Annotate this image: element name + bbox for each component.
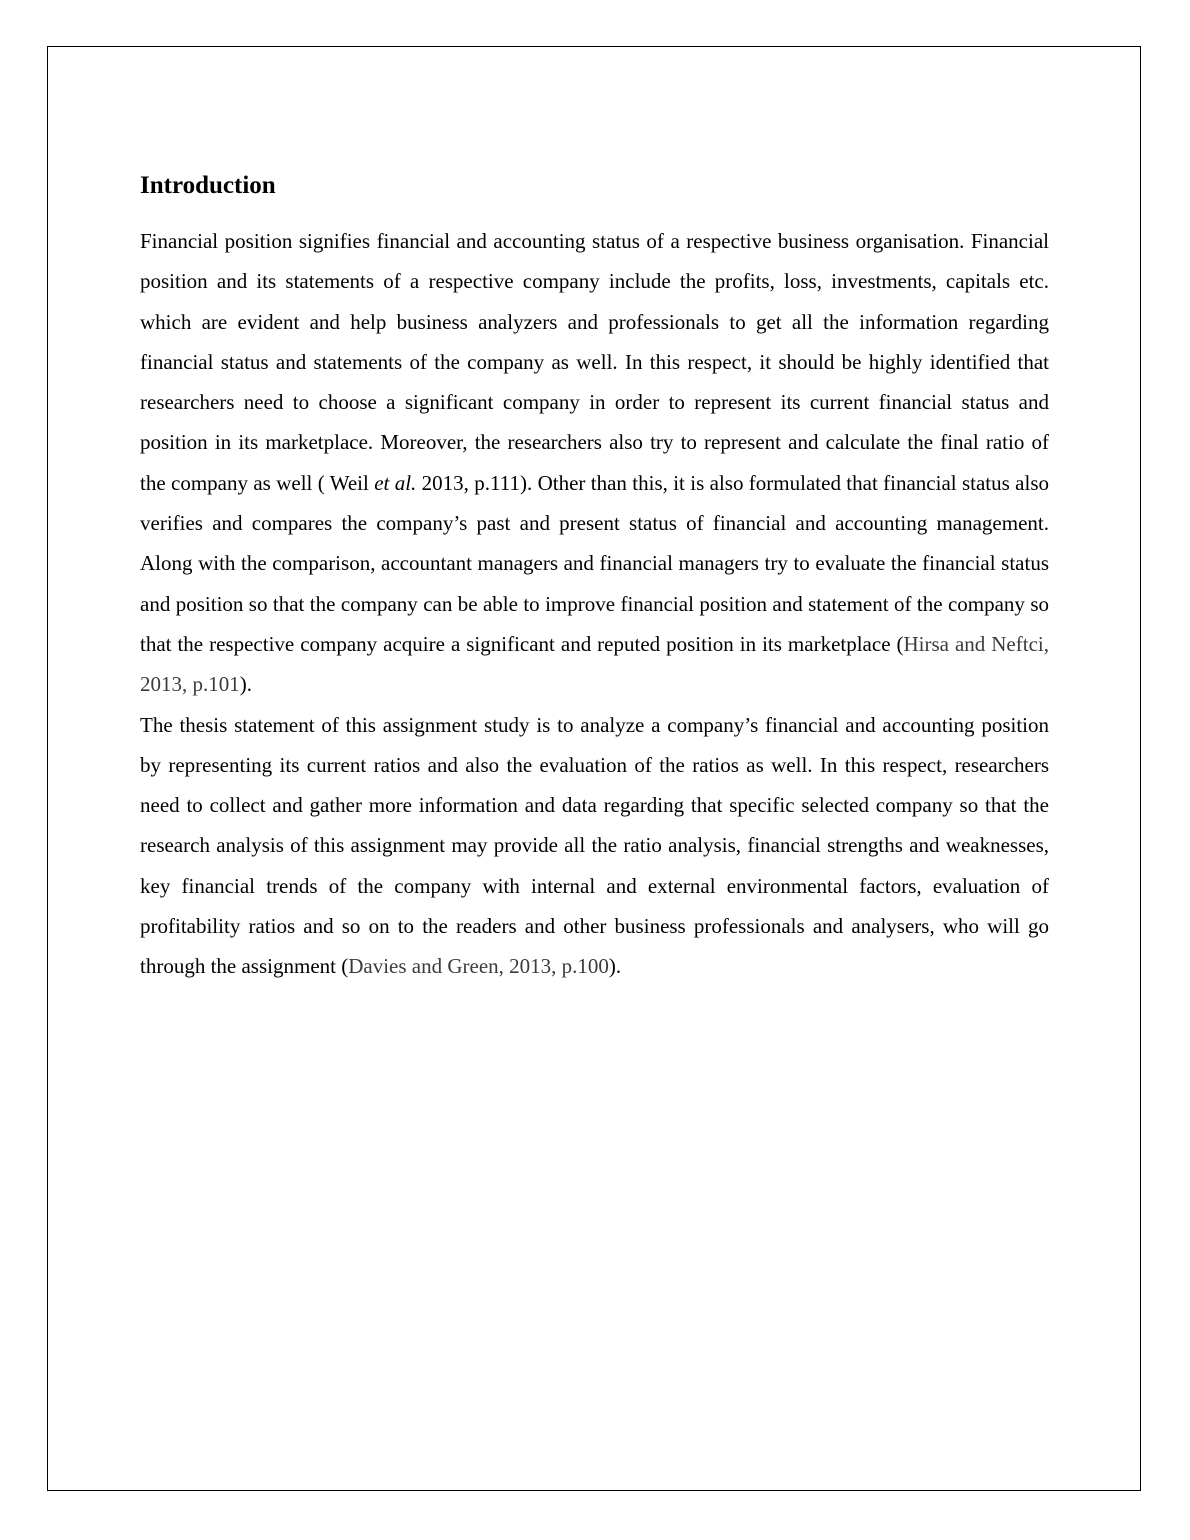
paragraph-1-end: ). [239,672,252,697]
section-heading: Introduction [140,172,276,199]
paragraph-1-text: Financial position signifies financial and accounting status of a respective business organisation. Financial position and its statements of a respective company include the profits, loss, investments, capitals etc. which are evident and help business analyzers and professionals to get all the information regarding financial status and statements of the company as well. In this respect, it should be highly identified that researchers need to choose a significant company in order to represent its current financial status and position in its marketplace. Moreover, the researchers also try to represent and calculate the final ratio of the company as well ( Weil [140,229,1049,495]
paragraph-2-text: The thesis statement of this assignment study is to analyze a company’s financial and accounting position by representing its current ratios and also the evaluation of the ratios as well. In this respect, researchers need to collect and gather more information and data regarding that specific selected company so that the research analysis of this assignment may provide all the ratio analysis, financial strengths and weaknesses, key financial trends of the company with internal and external environmental factors, evaluation of profitability ratios and so on to the readers and other business professionals and analysers, who will go through the assignment ( [140,712,1049,979]
paragraph-1-text-continued: 2013, p.111). Other than this, it is also formulated that financial status also verifies and compares the company’s past and present status of financial and accounting management. Along with the comparison, accountant managers and financial managers try to evaluate the financial status and position so that the company can be able to improve financial position and statement of the company so that the respective company acquire a significant and reputed position in its marketplace ( [140,470,1049,656]
paragraph-1 [140,221,1049,705]
paragraph-2-end: ). [608,954,622,979]
document-body [140,168,1049,987]
et-al-italic: et al. [374,470,417,495]
citation-davies: Davies and Green, 2013, p.100 [348,954,609,979]
citation-hirsa: Hirsa and Neftci, 2013, p.101 [140,631,1049,697]
paragraph-2 [140,705,1049,987]
